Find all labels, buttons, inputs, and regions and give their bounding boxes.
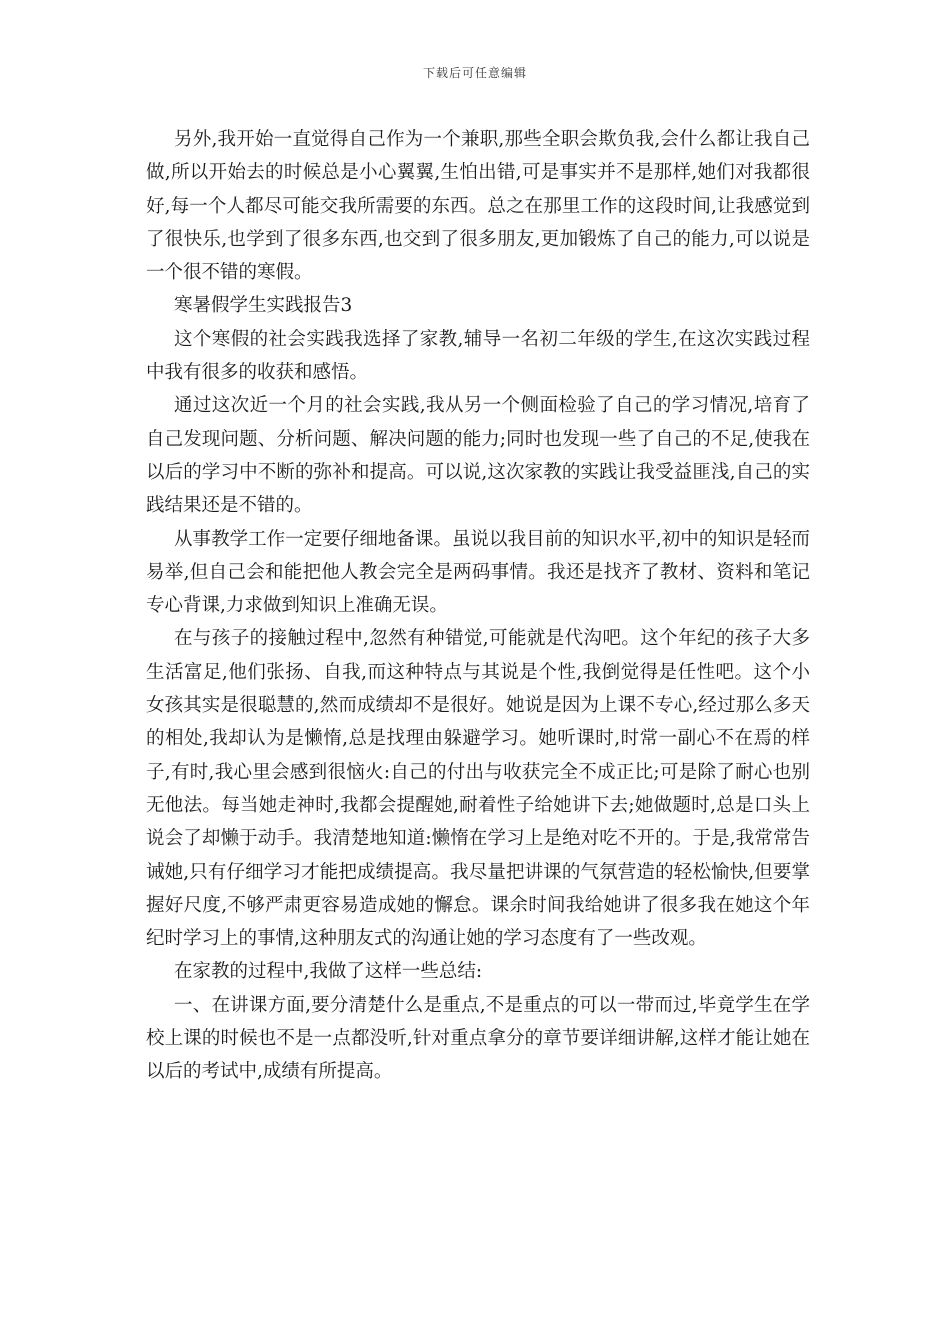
paragraph: 一、在讲课方面,要分清楚什么是重点,不是重点的可以一带而过,毕竟学生在学校上课的时候也不是一点都没听,针对重点拿分的章节要详细讲解,这样才能让她在以后的考试中,成绩有所提高。: [146, 994, 810, 1083]
paragraph: 通过这次近一个月的社会实践,我从另一个侧面检验了自己的学习情况,培育了自己发现问题、分析问题、解决问题的能力;同时也发现一些了自己的不足,使我在以后的学习中不断的弥补和提高。可以说,这次家教的实践让我受益匪浅,自己的实践结果还是不错的。: [146, 395, 810, 517]
page-header: 下载后可任意编辑: [422, 66, 527, 80]
paragraph: 这个寒假的社会实践我选择了家教,辅导一名初二年级的学生,在这次实践过程中我有很多的收获和感悟。: [146, 328, 810, 384]
paragraph: 在与孩子的接触过程中,忽然有种错觉,可能就是代沟吧。这个年纪的孩子大多生活富足,他们张扬、自我,而这种特点与其说是个性,我倒觉得是任性吧。这个小女孩其实是很聪慧的,然而成绩却不是很好。她说是因为上课不专心,经过那么多天的相处,我却认为是懒惰,总是找理由躲避学习。她听课时,时常一副心不在焉的样子,有时,我心里会感到很恼火:自己的付出与收获完全不成正比;可是除了耐心也别无他法。每当她走神时,我都会提醒她,耐着性子给她讲下去;她做题时,总是口头上说会了却懒于动手。我清楚地知道:懒惰在学习上是绝对吃不开的。于是,我常常告诫她,只有仔细学习才能把成绩提高。我尽量把讲课的气氛营造的轻松愉快,但要掌握好尺度,不够严肃更容易造成她的懈怠。课余时间我给她讲了很多我在她这个年纪时学习上的事情,这种朋友式的沟通让她的学习态度有了一些改观。: [146, 628, 810, 950]
section-heading: 寒暑假学生实践报告3: [174, 295, 353, 317]
paragraph: 另外,我开始一直觉得自己作为一个兼职,那些全职会欺负我,会什么都让我自己做,所以开始去的时候总是小心翼翼,生怕出错,可是事实并不是那样,她们对我都很好,每一个人都尽可能交我所需要的东西。总之在那里工作的这段时间,让我感觉到了很快乐,也学到了很多东西,也交到了很多朋友,更加锻炼了自己的能力,可以说是一个很不错的寒假。: [146, 129, 810, 284]
document-body: [146, 123, 810, 1089]
paragraph: 从事教学工作一定要仔细地备课。虽说以我目前的知识水平,初中的知识是轻而易举,但自己会和能把他人教会完全是两码事情。我还是找齐了教材、资料和笔记专心背课,力求做到知识上准确无误。: [146, 528, 810, 617]
paragraph: 在家教的过程中,我做了这样一些总结:: [174, 961, 483, 983]
